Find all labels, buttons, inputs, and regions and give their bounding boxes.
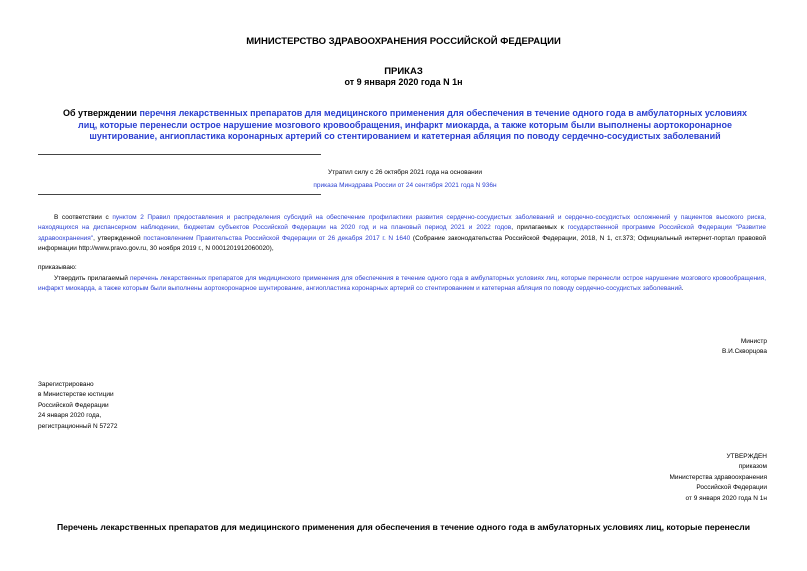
approved-block xyxy=(670,452,768,504)
list-link[interactable]: перечень лекарственных препаратов для медицинского применения для обеспечения в течение одного года в амбулаторных условиях лиц, которые перенесли острое нарушение мозгового кровообращения, инфаркт миокарда, а также которым были выполнены аортокоронарное шунтирование, ангиопластика коронарных артерий со стентированием и катетерная абляция по поводу сердечно-сосудистых заболеваний xyxy=(38,275,766,293)
approved-line: Министерства здравоохранения xyxy=(669,473,767,481)
approved-line: от 9 января 2020 года N 1н xyxy=(685,494,767,502)
decree-link[interactable]: постановлением Правительства Российской Федерации от 26 декабря 2017 г. N 1640 xyxy=(143,234,411,242)
ministry-name: МИНИСТЕРСТВО ЗДРАВООХРАНЕНИЯ РОССИЙСКОЙ ФЕДЕРАЦИИ xyxy=(246,36,561,47)
registration-block xyxy=(38,380,118,432)
registration-line: регистрационный N 57272 xyxy=(38,422,118,430)
signature-block xyxy=(722,337,767,358)
status-note-text: Утратил силу с 26 октября 2021 года на основании xyxy=(328,169,482,176)
registration-line: Российской Федерации xyxy=(38,401,109,409)
p1-mid2: , утвержденной xyxy=(93,234,144,242)
title-prefix: Об утверждении xyxy=(62,108,140,118)
status-note-link[interactable]: приказа Минздрава России от 24 сентября 2021 года N 936н xyxy=(313,181,497,189)
signature-name: В.И.Скворцова xyxy=(721,348,767,356)
divider-top xyxy=(38,154,321,155)
p1-mid: , прилагаемых к xyxy=(511,224,568,232)
status-note xyxy=(240,167,570,192)
approved-line: Российской Федерации xyxy=(696,484,767,492)
divider-bottom xyxy=(38,194,321,195)
document-title xyxy=(60,108,750,143)
p1-end: (Собрание законодательства Российской Федерации, 2018, N 1, ст.373; Официальный интернет-портал правовой информации http://www.pravo.gov.ru, 30 ноября 2019 г., N 0001201912060020), xyxy=(38,234,766,252)
signature-position: Министр xyxy=(740,338,767,345)
order-word: приказываю: xyxy=(38,264,77,271)
title-link[interactable]: перечня лекарственных препаратов для медицинского применения для обеспечения в течение одного года в амбулаторных условиях лиц, которые перенесли острое нарушение мозгового кровообращения, инфаркт миокарда, а также которым были выполнены аортокоронарное шунтирование, ангиопластика коронарных артерий со стентированием и катетерная абляция по поводу сердечно-сосудистых заболеваний xyxy=(78,108,748,141)
registration-line: Зарегистрировано xyxy=(38,381,94,388)
p2-start: Утвердить прилагаемый xyxy=(54,275,130,282)
program-link[interactable]: государственной программе Российской Федерации "Развитие здравоохранения" xyxy=(38,224,766,242)
p1-start: В соответствии с xyxy=(54,214,113,221)
registration-line: 24 января 2020 года, xyxy=(38,412,102,420)
document-type: ПРИКАЗ xyxy=(384,66,423,77)
approved-line: УТВЕРЖДЕН xyxy=(726,453,767,460)
preamble-paragraph xyxy=(38,213,766,254)
approve-paragraph xyxy=(38,274,766,295)
registration-line: в Министерстве юстиции xyxy=(38,391,114,399)
approved-line: приказом xyxy=(738,463,767,471)
rules-link[interactable]: пунктом 2 Правил предоставления и распределения субсидий на обеспечение профилактики развития сердечно-сосудистых заболеваний и сердечно-сосудистых осложнений у пациентов высокого риска, находящихся на диспансерном наблюдении, бюджетам субъектов Российской Федерации на 2020 год и на плановый период 2021 и 2022 годов xyxy=(38,214,766,232)
p2-end: . xyxy=(681,285,684,293)
document-date: от 9 января 2020 года N 1н xyxy=(344,77,463,87)
list-title: Перечень лекарственных препаратов для медицинского применения для обеспечения в течение одного года в амбулаторных условиях лиц, которые перенесли xyxy=(56,522,751,532)
